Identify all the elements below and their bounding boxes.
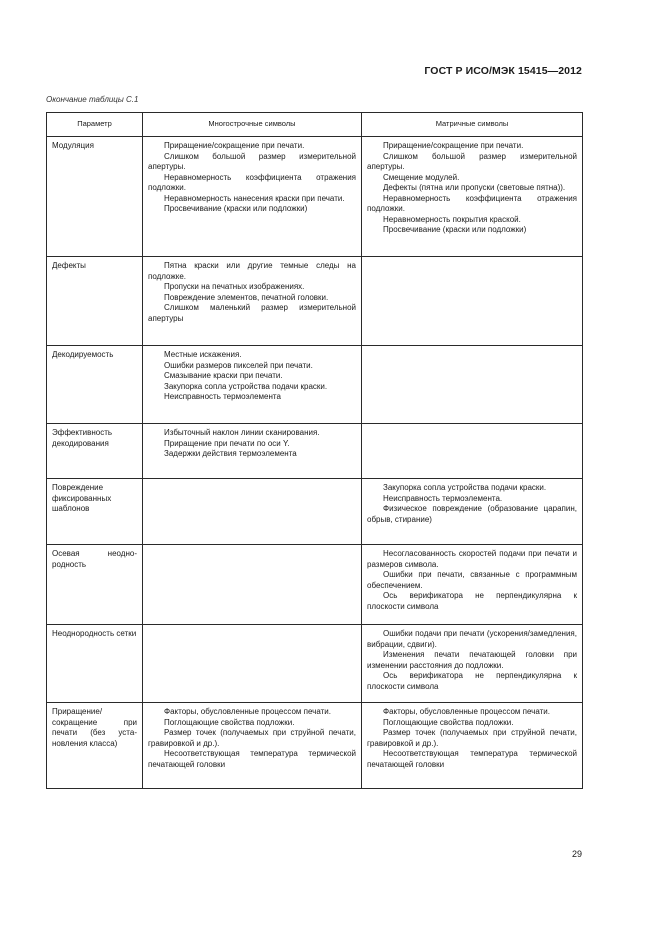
param-cell: Модуляция bbox=[47, 137, 143, 257]
cell-line: Несогласованность скоростей подачи при печати и размеров символа. bbox=[367, 549, 577, 569]
param-cell: Приращение/ сокращение при печати (без установления класса) bbox=[47, 703, 143, 789]
cell-line: Пропуски на печатных изображениях. bbox=[164, 282, 305, 291]
cell-line: Просвечивание (краски или подложки) bbox=[164, 204, 308, 213]
cell-line: Несоответствующая температура термической печатающей головки bbox=[367, 749, 577, 769]
cell-line: Поглощающие свойства подложки. bbox=[164, 717, 295, 727]
column-header-matrix: Матричные символы bbox=[362, 113, 583, 137]
param-cell: Эффективность декодирования bbox=[47, 424, 143, 479]
cell-line: Неисправность термоэлемента. bbox=[383, 493, 503, 503]
cell-line: Слишком большой размер измерительной апертуры. bbox=[367, 151, 577, 171]
cell-line: Ось верификатора не перпендикулярна к плоскости символа bbox=[367, 591, 577, 611]
column-header-multirow: Многострочные символы bbox=[143, 113, 362, 137]
matrix-cell bbox=[362, 346, 583, 424]
multirow-cell bbox=[143, 545, 362, 625]
table-row bbox=[47, 424, 583, 479]
cell-line: Приращение при печати по оси Y. bbox=[164, 438, 290, 448]
cell-line: Размер точек (получаемых при струйной печати, гравировкой и др.). bbox=[148, 728, 356, 748]
cell-line: Неравномерность коэффициента отражения подложки. bbox=[148, 172, 356, 192]
cell-line: Дефекты (пятна или пропуски (световые пятна)). bbox=[383, 183, 566, 192]
page-number: 29 bbox=[571, 849, 582, 859]
cell-line: Ошибки при печати, связанные с программным обеспечением. bbox=[367, 570, 577, 590]
cell-line: Ось верификатора не перпендикулярна к плоскости символа bbox=[367, 671, 577, 691]
table-row bbox=[47, 479, 583, 545]
cell-line: Неравномерность покрытия краской. bbox=[383, 214, 521, 224]
param-cell: Осевая неоднородность bbox=[47, 545, 143, 625]
multirow-cell bbox=[143, 625, 362, 703]
table-row bbox=[47, 703, 583, 789]
matrix-cell bbox=[362, 545, 583, 625]
cell-line: Закупорка сопла устройства подачи краски. bbox=[164, 381, 328, 391]
multirow-cell bbox=[143, 137, 362, 257]
multirow-cell bbox=[143, 346, 362, 424]
cell-line: Приращение/сокращение при печати. bbox=[164, 141, 305, 150]
param-cell: Повреждение фиксированных шаблонов bbox=[47, 479, 143, 545]
parameters-table bbox=[46, 112, 583, 789]
cell-line: Смазывание краски при печати. bbox=[164, 371, 283, 380]
column-header-parameter: Параметр bbox=[47, 113, 143, 137]
cell-line: Неравномерность нанесения краски при печати. bbox=[164, 193, 345, 203]
table-row bbox=[47, 137, 583, 257]
cell-line: Слишком маленький размер измерительной апертуры bbox=[148, 303, 356, 323]
cell-line: Несоответствующая температура термической печатающей головки bbox=[148, 749, 356, 769]
matrix-cell bbox=[362, 625, 583, 703]
table-caption: Окончание таблицы С.1 bbox=[46, 95, 139, 104]
document-header: ГОСТ Р ИСО/МЭК 15415—2012 bbox=[424, 65, 582, 77]
cell-line: Избыточный наклон линии сканирования. bbox=[164, 428, 320, 437]
cell-line: Закупорка сопла устройства подачи краски. bbox=[383, 483, 547, 492]
cell-line: Смещение модулей. bbox=[383, 172, 460, 182]
table-row bbox=[47, 257, 583, 346]
matrix-cell bbox=[362, 703, 583, 789]
multirow-cell bbox=[143, 479, 362, 545]
cell-line: Изменения печати печатающей головки при изменении расстояния до подложки. bbox=[367, 650, 577, 670]
matrix-cell bbox=[362, 257, 583, 346]
param-cell: Дефекты bbox=[47, 257, 143, 346]
cell-line: Размер точек (получаемых при струйной печати, гравировкой и др.). bbox=[367, 728, 577, 748]
cell-line: Ошибки размеров пикселей при печати. bbox=[164, 360, 313, 370]
cell-line: Слишком большой размер измерительной апертуры. bbox=[148, 151, 356, 171]
multirow-cell bbox=[143, 703, 362, 789]
matrix-cell bbox=[362, 479, 583, 545]
cell-line: Физическое повреждение (образование царапин, обрыв, стирание) bbox=[367, 504, 577, 524]
cell-line: Факторы, обусловленные процессом печати. bbox=[383, 707, 550, 716]
table-row bbox=[47, 545, 583, 625]
matrix-cell bbox=[362, 424, 583, 479]
cell-line: Неравномерность коэффициента отражения подложки. bbox=[367, 193, 577, 213]
table-header-row bbox=[47, 113, 583, 137]
cell-line: Задержки действия термоэлемента bbox=[164, 449, 297, 458]
cell-line: Поглощающие свойства подложки. bbox=[383, 717, 514, 727]
param-cell: Неоднородность сетки bbox=[47, 625, 143, 703]
cell-line: Приращение/сокращение при печати. bbox=[383, 141, 524, 150]
cell-line: Пятна краски или другие темные следы на подложке. bbox=[148, 261, 356, 281]
cell-line: Неисправность термоэлемента bbox=[164, 392, 281, 401]
cell-line: Местные искажения. bbox=[164, 350, 242, 359]
multirow-cell bbox=[143, 257, 362, 346]
cell-line: Факторы, обусловленные процессом печати. bbox=[164, 707, 331, 716]
multirow-cell bbox=[143, 424, 362, 479]
cell-line: Просвечивание (краски или подложки) bbox=[383, 225, 527, 234]
matrix-cell bbox=[362, 137, 583, 257]
table-row bbox=[47, 346, 583, 424]
param-cell: Декодируемость bbox=[47, 346, 143, 424]
cell-line: Повреждение элементов, печатной головки. bbox=[164, 292, 329, 302]
cell-line: Ошибки подачи при печати (ускорения/замедления, вибрации, сдвиги). bbox=[367, 629, 577, 649]
table-row bbox=[47, 625, 583, 703]
